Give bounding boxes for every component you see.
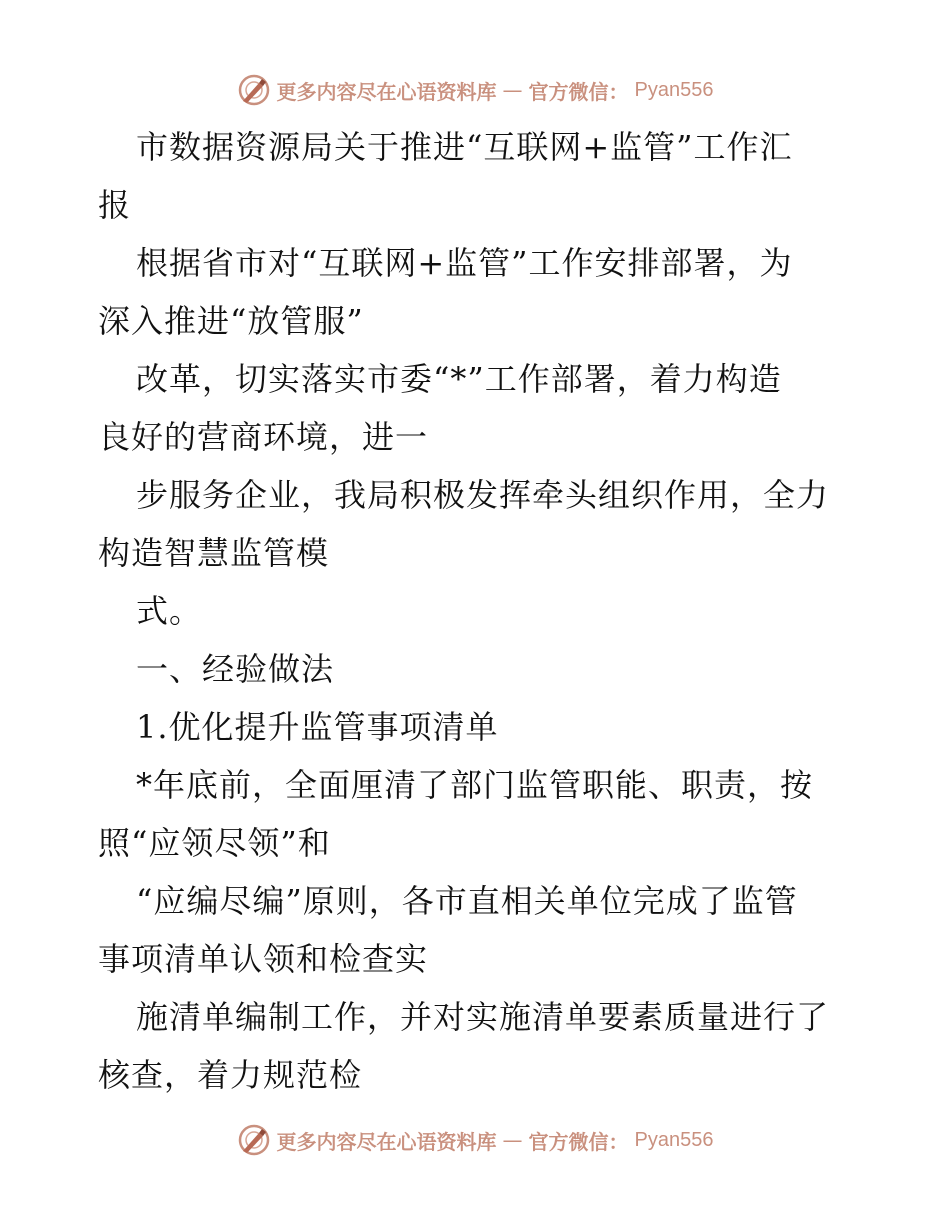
paragraph-line: 深入推进“放管服”	[98, 302, 364, 340]
section-heading: 一、经验做法	[136, 650, 335, 688]
document-body	[98, 118, 858, 1104]
paragraph-line: 施清单编制工作，并对实施清单要素质量进行了	[136, 998, 830, 1036]
paragraph-line: *年底前，全面厘清了部门监管职能、职责，按	[136, 766, 814, 804]
watermark-site-text: 更多内容尽在心语资料库	[276, 79, 497, 104]
watermark-wechat-label: 官方微信：	[528, 79, 629, 104]
paragraph-line: 事项清单认领和检查实	[98, 940, 429, 978]
paragraph-line: 式。	[136, 592, 203, 630]
watermark-wechat-id: Pyan556	[634, 78, 714, 101]
pen-circle-logo-icon	[237, 1123, 271, 1157]
pen-circle-logo-icon	[237, 73, 271, 107]
paragraph-line: 根据省市对“互联网+监管”工作安排部署，为	[136, 244, 793, 282]
watermark-separator: —	[502, 1128, 523, 1152]
footer-watermark	[0, 1120, 950, 1160]
document-title-line-2: 报	[98, 186, 132, 224]
document-title-line-1: 市数据资源局关于推进“互联网+监管”工作汇	[136, 128, 793, 166]
watermark-separator: —	[502, 78, 523, 102]
paragraph-line: 照“应领尽领”和	[98, 824, 331, 862]
watermark-site-text: 更多内容尽在心语资料库	[276, 1129, 497, 1154]
paragraph-line: 良好的营商环境，进一	[98, 418, 429, 456]
paragraph-line: 改革，切实落实市委“*”工作部署，着力构造	[136, 360, 782, 398]
paragraph-line: 步服务企业，我局积极发挥牵头组织作用，全力	[136, 476, 830, 514]
paragraph-line: 核查，着力规范检	[98, 1056, 363, 1094]
paragraph-line: 构造智慧监管模	[98, 534, 330, 572]
watermark-wechat-label: 官方微信：	[528, 1129, 629, 1154]
subsection-heading: 1.优化提升监管事项清单	[136, 708, 499, 746]
header-watermark	[0, 70, 950, 110]
paragraph-line: “应编尽编”原则，各市直相关单位完成了监管	[136, 882, 798, 920]
watermark-wechat-id: Pyan556	[634, 1128, 714, 1151]
